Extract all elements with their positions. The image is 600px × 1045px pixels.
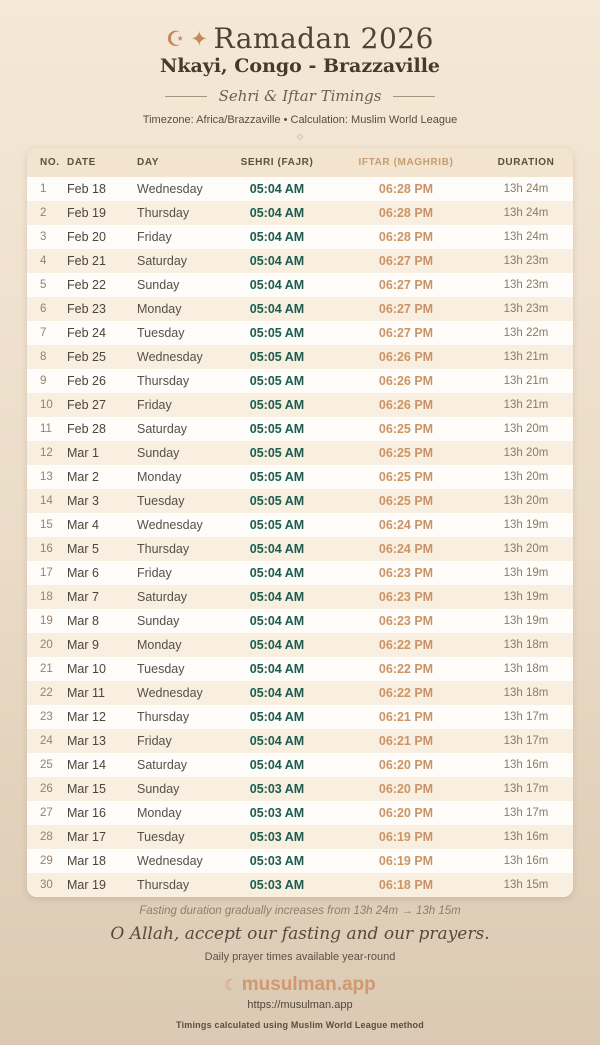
cell-iftar: 06:26 PM: [378, 350, 434, 364]
cell-iftar: 06:23 PM: [378, 566, 434, 580]
cell-date: Mar 11: [67, 686, 105, 700]
cell-duration: 13h 16m: [503, 855, 549, 867]
table-row: [27, 801, 573, 825]
cell-date: Mar 14: [67, 758, 106, 772]
calculation-method-note: Timings calculated using Muslim World League method: [176, 1020, 424, 1030]
table-row: [27, 849, 573, 873]
cell-no: 11: [40, 423, 52, 435]
cell-no: 24: [40, 735, 53, 747]
table-row: [27, 177, 573, 201]
sparkle-icon: ✦: [190, 27, 209, 51]
cell-day: Saturday: [137, 758, 188, 772]
table-row: [27, 393, 573, 417]
cell-date: Mar 4: [67, 518, 99, 532]
cell-day: Friday: [137, 734, 172, 748]
cell-duration: 13h 19m: [503, 615, 549, 627]
cell-date: Mar 17: [67, 830, 106, 844]
cell-day: Friday: [137, 230, 172, 244]
cell-duration: 13h 20m: [503, 447, 549, 459]
cell-date: Mar 7: [67, 590, 99, 604]
table-row: [27, 681, 573, 705]
table-row: [27, 825, 573, 849]
cell-no: 2: [40, 207, 47, 219]
cell-no: 12: [40, 447, 53, 459]
cell-day: Friday: [137, 566, 172, 580]
cell-no: 15: [40, 519, 53, 531]
cell-date: Mar 13: [67, 734, 106, 748]
dua-text: O Allah, accept our fasting and our prayers.: [110, 924, 490, 944]
table-row: [27, 249, 573, 273]
cell-iftar: 06:24 PM: [378, 542, 434, 556]
cell-no: 26: [40, 783, 53, 795]
cell-day: Thursday: [137, 710, 190, 724]
cell-iftar: 06:28 PM: [378, 182, 434, 196]
cell-duration: 13h 18m: [503, 663, 549, 675]
cell-no: 14: [40, 495, 53, 507]
cell-date: Mar 9: [67, 638, 99, 652]
table-row: [27, 201, 573, 225]
cell-no: 8: [40, 351, 47, 363]
cell-duration: 13h 17m: [503, 735, 549, 747]
cell-sehri: 05:05 AM: [249, 494, 305, 508]
cell-sehri: 05:05 AM: [249, 350, 305, 364]
cell-sehri: 05:03 AM: [249, 854, 305, 868]
cell-sehri: 05:04 AM: [249, 254, 305, 268]
table-row: [27, 273, 573, 297]
cell-no: 23: [40, 711, 53, 723]
cell-iftar: 06:22 PM: [378, 686, 434, 700]
cell-date: Mar 12: [67, 710, 106, 724]
cell-iftar: 06:21 PM: [378, 710, 434, 724]
cell-sehri: 05:04 AM: [249, 734, 305, 748]
crescent-star-icon: ☪: [166, 27, 186, 51]
table-row: [27, 561, 573, 585]
crescent-icon: ☾: [224, 977, 238, 994]
cell-day: Thursday: [137, 542, 190, 556]
cell-sehri: 05:04 AM: [249, 662, 305, 676]
table-row: [27, 705, 573, 729]
cell-iftar: 06:24 PM: [378, 518, 434, 532]
table-row: [27, 489, 573, 513]
cell-iftar: 06:19 PM: [378, 854, 434, 868]
cell-iftar: 06:19 PM: [378, 830, 434, 844]
cell-day: Saturday: [137, 422, 188, 436]
cell-sehri: 05:04 AM: [249, 182, 305, 196]
cell-sehri: 05:04 AM: [249, 590, 305, 604]
cell-day: Thursday: [137, 206, 190, 220]
table-row: [27, 297, 573, 321]
cell-duration: 13h 24m: [503, 183, 549, 195]
table-row: [27, 441, 573, 465]
cell-day: Wednesday: [137, 854, 203, 868]
cell-day: Friday: [137, 398, 172, 412]
cell-duration: 13h 23m: [503, 279, 549, 291]
cell-date: Mar 6: [67, 566, 99, 580]
cell-no: 17: [40, 567, 53, 579]
cell-duration: 13h 17m: [503, 711, 549, 723]
divider-line-left: [165, 96, 207, 97]
column-header-date: DATE: [65, 148, 135, 177]
cell-date: Mar 15: [67, 782, 106, 796]
table-row: [27, 321, 573, 345]
table-row: [27, 873, 573, 897]
cell-day: Wednesday: [137, 350, 203, 364]
cell-day: Thursday: [137, 374, 190, 388]
cell-sehri: 05:05 AM: [249, 422, 305, 436]
cell-date: Mar 16: [67, 806, 106, 820]
table-row: [27, 537, 573, 561]
cell-iftar: 06:25 PM: [378, 422, 434, 436]
cell-duration: 13h 20m: [503, 495, 549, 507]
cell-duration: 13h 22m: [503, 327, 549, 339]
cell-sehri: 05:04 AM: [249, 638, 305, 652]
cell-no: 20: [40, 639, 53, 651]
cell-no: 25: [40, 759, 53, 771]
cell-day: Wednesday: [137, 686, 203, 700]
cell-no: 4: [40, 255, 47, 267]
cell-no: 19: [40, 615, 53, 627]
cell-sehri: 05:05 AM: [249, 446, 305, 460]
table-row: [27, 777, 573, 801]
cell-duration: 13h 16m: [503, 759, 549, 771]
diamond-ornament-icon: ◇: [296, 132, 304, 141]
cell-sehri: 05:05 AM: [249, 374, 305, 388]
cell-day: Wednesday: [137, 518, 203, 532]
cell-sehri: 05:05 AM: [249, 398, 305, 412]
cell-duration: 13h 20m: [503, 543, 549, 555]
cell-duration: 13h 21m: [503, 399, 549, 411]
column-header-sehri: SEHRI (FAJR): [221, 148, 333, 177]
cell-sehri: 05:03 AM: [249, 878, 305, 892]
cell-date: Feb 27: [67, 398, 106, 412]
timezone-calculation-meta: Timezone: Africa/Brazzaville • Calculation: Muslim World League: [142, 114, 458, 126]
cell-day: Sunday: [137, 278, 180, 292]
column-header-no: NO.: [27, 148, 65, 177]
cell-day: Saturday: [137, 590, 188, 604]
cell-iftar: 06:26 PM: [378, 398, 434, 412]
cell-iftar: 06:28 PM: [378, 206, 434, 220]
cell-iftar: 06:27 PM: [378, 278, 434, 292]
table-row: [27, 369, 573, 393]
cell-sehri: 05:03 AM: [249, 806, 305, 820]
cell-sehri: 05:04 AM: [249, 614, 305, 628]
cell-iftar: 06:25 PM: [378, 494, 434, 508]
column-header-duration: DURATION: [479, 148, 573, 177]
cell-no: 16: [40, 543, 53, 555]
cell-no: 5: [40, 279, 47, 291]
cell-day: Wednesday: [137, 182, 203, 196]
cell-date: Mar 3: [67, 494, 99, 508]
subtitle-divider: [0, 87, 600, 105]
cell-no: 1: [40, 183, 47, 195]
brand-url[interactable]: https://musulman.app: [247, 999, 353, 1011]
cell-duration: 13h 15m: [503, 879, 549, 891]
cell-day: Sunday: [137, 614, 180, 628]
cell-duration: 13h 18m: [503, 687, 549, 699]
cell-date: Feb 24: [67, 326, 106, 340]
cell-day: Tuesday: [137, 326, 185, 340]
cell-iftar: 06:27 PM: [378, 302, 434, 316]
cell-date: Feb 23: [67, 302, 106, 316]
timetable: [27, 148, 573, 897]
cell-sehri: 05:04 AM: [249, 206, 305, 220]
cell-sehri: 05:04 AM: [249, 542, 305, 556]
cell-no: 10: [40, 399, 53, 411]
cell-duration: 13h 20m: [503, 423, 549, 435]
cell-iftar: 06:25 PM: [378, 446, 434, 460]
cell-sehri: 05:04 AM: [249, 278, 305, 292]
location-title: Nkayi, Congo - Brazzaville: [159, 55, 441, 77]
cell-day: Sunday: [137, 446, 180, 460]
brand-link[interactable]: [0, 974, 600, 996]
cell-date: Mar 8: [67, 614, 99, 628]
cell-duration: 13h 19m: [503, 591, 549, 603]
cell-day: Tuesday: [137, 494, 185, 508]
cell-iftar: 06:26 PM: [378, 374, 434, 388]
cell-date: Feb 22: [67, 278, 106, 292]
cell-no: 21: [40, 663, 53, 675]
cell-sehri: 05:04 AM: [249, 686, 305, 700]
cell-duration: 13h 24m: [503, 231, 549, 243]
divider-line-right: [393, 96, 435, 97]
cell-sehri: 05:05 AM: [249, 470, 305, 484]
cell-date: Feb 21: [67, 254, 106, 268]
table-row: [27, 417, 573, 441]
table-row: [27, 633, 573, 657]
cell-iftar: 06:21 PM: [378, 734, 434, 748]
timetable-header: [27, 148, 573, 177]
subtitle: Sehri & Iftar Timings: [218, 87, 382, 105]
page-title: Ramadan 2026: [213, 22, 434, 55]
cell-iftar: 06:27 PM: [378, 254, 434, 268]
cell-day: Monday: [137, 470, 182, 484]
cell-date: Feb 28: [67, 422, 106, 436]
cell-iftar: 06:23 PM: [378, 614, 434, 628]
column-header-iftar: IFTAR (MAGHRIB): [333, 148, 479, 177]
table-row: [27, 657, 573, 681]
cell-date: Feb 20: [67, 230, 106, 244]
cell-day: Saturday: [137, 254, 188, 268]
cell-date: Mar 19: [67, 878, 106, 892]
page-title-row: [0, 22, 600, 56]
cell-iftar: 06:27 PM: [378, 326, 434, 340]
cell-iftar: 06:18 PM: [378, 878, 434, 892]
cell-no: 18: [40, 591, 53, 603]
cell-sehri: 05:03 AM: [249, 782, 305, 796]
cell-date: Feb 26: [67, 374, 106, 388]
fasting-duration-note: Fasting duration gradually increases from 13h 24m → 13h 15m: [139, 905, 461, 917]
table-row: [27, 513, 573, 537]
cell-no: 22: [40, 687, 53, 699]
cell-day: Sunday: [137, 782, 180, 796]
cell-no: 9: [40, 375, 47, 387]
cell-duration: 13h 17m: [503, 783, 549, 795]
cell-date: Feb 25: [67, 350, 106, 364]
table-row: [27, 753, 573, 777]
cell-iftar: 06:28 PM: [378, 230, 434, 244]
column-header-day: DAY: [135, 148, 221, 177]
table-row: [27, 729, 573, 753]
cell-date: Mar 5: [67, 542, 99, 556]
cell-no: 30: [40, 879, 53, 891]
cell-no: 7: [40, 327, 47, 339]
cell-duration: 13h 20m: [503, 471, 549, 483]
table-row: [27, 225, 573, 249]
cell-date: Feb 18: [67, 182, 106, 196]
cell-duration: 13h 23m: [503, 303, 549, 315]
cell-no: 29: [40, 855, 53, 867]
cell-iftar: 06:20 PM: [378, 782, 434, 796]
cell-date: Mar 18: [67, 854, 106, 868]
cell-day: Tuesday: [137, 662, 185, 676]
table-row: [27, 585, 573, 609]
cell-duration: 13h 18m: [503, 639, 549, 651]
cell-iftar: 06:22 PM: [378, 662, 434, 676]
cell-duration: 13h 21m: [503, 351, 549, 363]
cell-date: Mar 1: [67, 446, 99, 460]
cell-duration: 13h 19m: [503, 567, 549, 579]
timetable-card: [27, 148, 573, 897]
cell-sehri: 05:04 AM: [249, 758, 305, 772]
cell-duration: 13h 21m: [503, 375, 549, 387]
cell-duration: 13h 16m: [503, 831, 549, 843]
cell-no: 28: [40, 831, 53, 843]
cell-no: 13: [40, 471, 53, 483]
cell-no: 6: [40, 303, 47, 315]
table-row: [27, 345, 573, 369]
cell-iftar: 06:23 PM: [378, 590, 434, 604]
cell-sehri: 05:04 AM: [249, 230, 305, 244]
cell-no: 3: [40, 231, 47, 243]
cell-no: 27: [40, 807, 53, 819]
cell-day: Thursday: [137, 878, 190, 892]
cell-duration: 13h 17m: [503, 807, 549, 819]
cell-iftar: 06:22 PM: [378, 638, 434, 652]
cell-iftar: 06:25 PM: [378, 470, 434, 484]
cell-sehri: 05:04 AM: [249, 302, 305, 316]
cell-sehri: 05:04 AM: [249, 710, 305, 724]
cell-day: Monday: [137, 302, 182, 316]
cell-sehri: 05:03 AM: [249, 830, 305, 844]
cell-duration: 13h 19m: [503, 519, 549, 531]
cell-day: Tuesday: [137, 830, 185, 844]
cell-duration: 13h 24m: [503, 207, 549, 219]
cell-iftar: 06:20 PM: [378, 806, 434, 820]
cell-sehri: 05:05 AM: [249, 518, 305, 532]
cell-date: Feb 19: [67, 206, 106, 220]
cell-date: Mar 10: [67, 662, 106, 676]
cell-day: Monday: [137, 638, 182, 652]
cell-day: Monday: [137, 806, 182, 820]
cell-duration: 13h 23m: [503, 255, 549, 267]
table-row: [27, 465, 573, 489]
cell-sehri: 05:04 AM: [249, 566, 305, 580]
brand-name: musulman.app: [241, 974, 376, 995]
timetable-body: [27, 177, 573, 897]
cell-date: Mar 2: [67, 470, 99, 484]
cell-sehri: 05:05 AM: [249, 326, 305, 340]
table-row: [27, 609, 573, 633]
availability-text: Daily prayer times available year-round: [204, 951, 396, 963]
cell-iftar: 06:20 PM: [378, 758, 434, 772]
